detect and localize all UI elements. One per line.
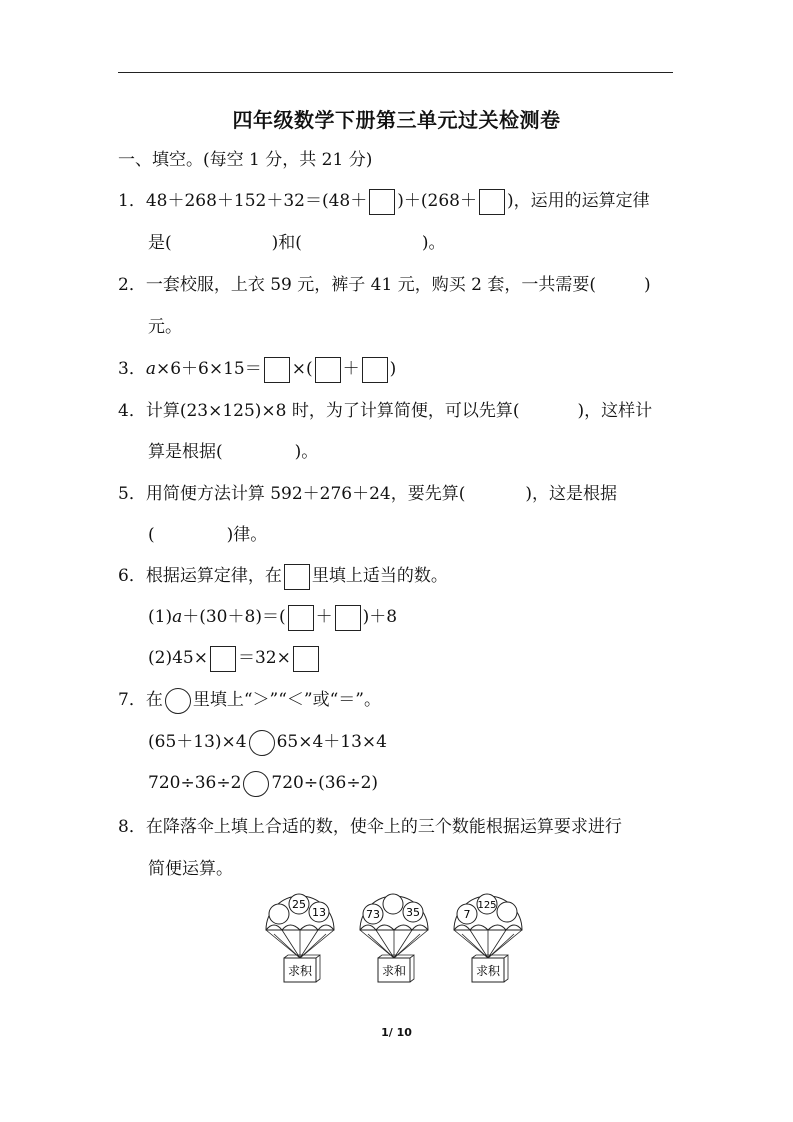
parachute-blank-circle[interactable] bbox=[497, 902, 517, 922]
parachute-3 bbox=[450, 892, 526, 988]
parachute-number: 73 bbox=[366, 908, 380, 921]
parachute-number: 7 bbox=[463, 908, 471, 921]
parachute-label: 求和 bbox=[381, 964, 407, 978]
question-5: 5．用简便方法计算 592＋276＋24，要先算( )，这是根据 bbox=[118, 484, 618, 504]
question-7: 7．在 里填上“＞”“＜”或“＝”。 bbox=[118, 687, 381, 714]
answer-box[interactable] bbox=[288, 605, 314, 631]
question-5-cont: ( )律。 bbox=[148, 525, 268, 545]
page-number: 1/ 10 bbox=[381, 1026, 412, 1039]
parachute-2 bbox=[356, 892, 432, 988]
answer-box[interactable] bbox=[315, 357, 341, 383]
parachute-number: 35 bbox=[406, 906, 420, 919]
answer-box[interactable] bbox=[362, 357, 388, 383]
parachute-blank-circle[interactable] bbox=[269, 904, 289, 924]
section-heading: 一、填空。(每空 1 分，共 21 分) bbox=[118, 150, 373, 170]
answer-box[interactable] bbox=[293, 646, 319, 672]
question-3: 3．a×6＋6×15＝ ×( ＋ ) bbox=[118, 356, 396, 383]
question-8-cont: 简便运算。 bbox=[148, 859, 233, 879]
answer-box[interactable] bbox=[264, 357, 290, 383]
question-1: 1．48＋268＋152＋32＝(48＋ )＋(268＋ )，运用的运算定律 bbox=[118, 188, 650, 215]
question-2-cont: 元。 bbox=[148, 317, 182, 337]
parachute-number: 125 bbox=[477, 900, 497, 911]
question-7-line-2: 720÷36÷2 720÷(36÷2) bbox=[148, 770, 378, 797]
question-6-part-2: (2)45× ＝32× bbox=[148, 645, 321, 672]
question-6: 6．根据运算定律，在 里填上适当的数。 bbox=[118, 563, 448, 590]
answer-box[interactable] bbox=[210, 646, 236, 672]
answer-box[interactable] bbox=[369, 189, 395, 215]
question-1-cont: 是( )和( )。 bbox=[148, 233, 446, 253]
answer-box[interactable] bbox=[335, 605, 361, 631]
question-7-line-1: (65＋13)×4 65×4＋13×4 bbox=[148, 729, 387, 756]
answer-circle[interactable] bbox=[249, 730, 275, 756]
question-8: 8．在降落伞上填上合适的数，使伞上的三个数能根据运算要求进行 bbox=[118, 817, 622, 837]
question-4: 4．计算(23×125)×8 时，为了计算简便，可以先算( )，这样计 bbox=[118, 401, 653, 421]
question-2: 2．一套校服，上衣 59 元，裤子 41 元，购买 2 套，一共需要( ) bbox=[118, 275, 651, 295]
parachute-label: 求积 bbox=[475, 964, 501, 978]
box-symbol bbox=[284, 564, 310, 590]
header-rule bbox=[118, 72, 673, 73]
answer-circle[interactable] bbox=[243, 771, 269, 797]
parachute-number: 13 bbox=[312, 906, 326, 919]
parachute-1 bbox=[262, 892, 338, 988]
page-title: 四年级数学下册第三单元过关检测卷 bbox=[232, 108, 561, 132]
circle-symbol bbox=[165, 688, 191, 714]
parachute-label: 求积 bbox=[287, 964, 313, 978]
question-6-part-1: (1)a＋(30＋8)＝( ＋ )＋8 bbox=[148, 604, 397, 631]
parachute-blank-circle[interactable] bbox=[383, 894, 403, 914]
parachute-number: 25 bbox=[292, 898, 306, 911]
question-4-cont: 算是根据( )。 bbox=[148, 442, 319, 462]
answer-box[interactable] bbox=[479, 189, 505, 215]
